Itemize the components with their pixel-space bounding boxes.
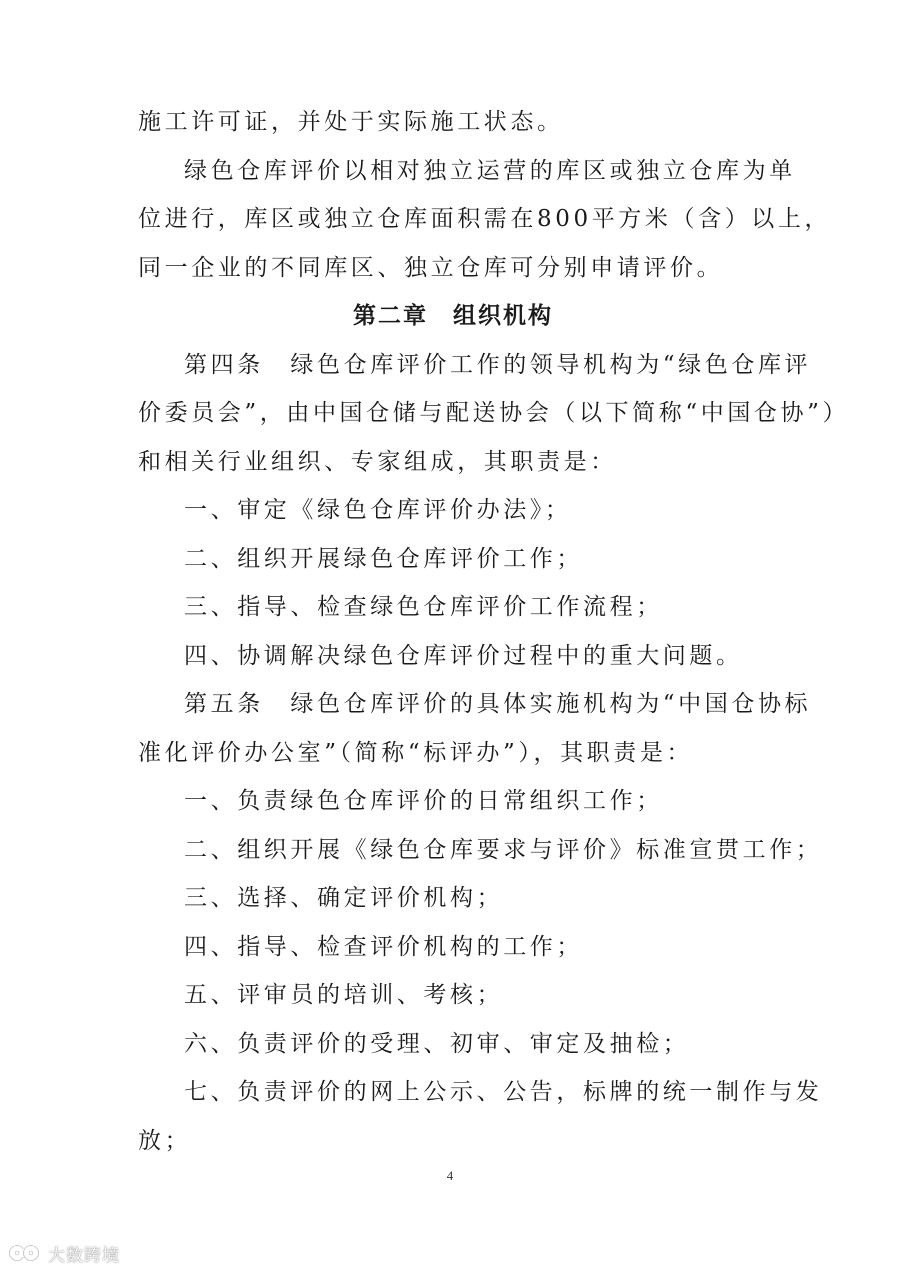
article5-item-4: 四、指导、检查评价机构的工作；	[184, 933, 583, 960]
page-number: 4	[446, 1168, 454, 1183]
article5-item-6: 六、负责评价的受理、初审、审定及抽检；	[184, 1030, 690, 1057]
article4-item-3: 三、指导、检查绿色仓库评价工作流程；	[184, 594, 663, 620]
chapter-heading: 第二章 组织机构	[353, 303, 553, 329]
article5-line-1: 第五条 绿色仓库评价的具体实施机构为“中国仓协标	[184, 691, 812, 717]
article5-item-5: 五、评审员的培训、考核；	[184, 982, 504, 1008]
body-line-1: 施工许可证，并处于实际施工状态。	[138, 109, 564, 135]
body-line-4: 同一企业的不同库区、独立仓库可分别申请评价。	[138, 254, 724, 281]
article4-line-1: 第四条 绿色仓库评价工作的领导机构为“绿色仓库评	[184, 351, 812, 378]
article4-line-3: 和相关行业组织、专家组成，其职责是：	[138, 448, 617, 475]
article4-item-1: 一、审定《绿色仓库评价办法》；	[184, 497, 572, 523]
article5-item-1: 一、负责绿色仓库评价的日常组织工作；	[184, 788, 663, 814]
article5-item-2: 二、组织开展《绿色仓库要求与评价》标准宣贯工作；	[184, 836, 823, 863]
body-line-3: 位进行，库区或独立仓库面积需在800平方米（含）以上，	[138, 206, 832, 232]
watermark	[8, 1240, 120, 1266]
article4-item-2: 二、组织开展绿色仓库评价工作；	[184, 545, 583, 572]
article5-item-3: 三、选择、确定评价机构；	[184, 885, 504, 911]
watermark-text: 大数跨境	[48, 1245, 120, 1266]
article5-item-7: 七、负责评价的网上公示、公告，标牌的统一制作与发	[184, 1079, 823, 1105]
article4-item-4: 四、协调解决绿色仓库评价过程中的重大问题。	[184, 642, 743, 669]
article5-line-2: 准化评价办公室”（简称“标评办”），其职责是：	[138, 739, 694, 766]
document-body	[138, 98, 850, 1165]
article4-line-2: 价委员会”，由中国仓储与配送协会（以下简称“中国仓协”）	[138, 400, 850, 426]
logo-icon	[8, 1242, 42, 1264]
article5-item-7-cont: 放；	[138, 1127, 192, 1154]
body-line-2: 绿色仓库评价以相对独立运营的库区或独立仓库为单	[184, 157, 796, 184]
